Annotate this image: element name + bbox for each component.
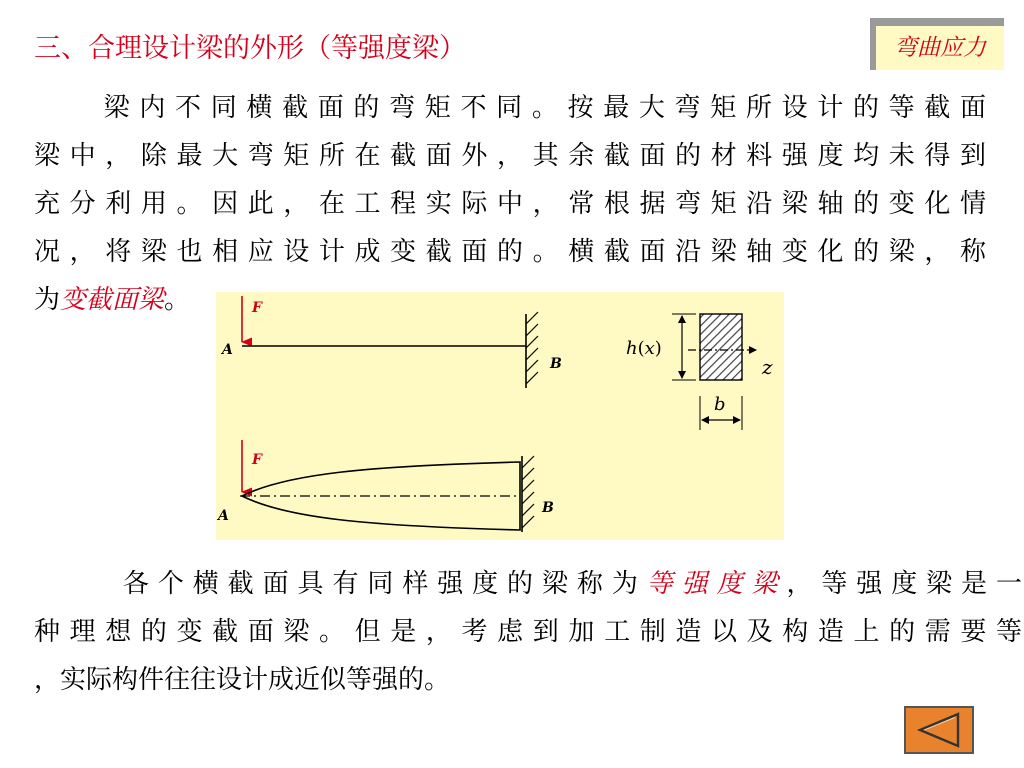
intro-line-5: 为变截面梁。 [34, 285, 191, 315]
top-beam [220, 296, 562, 388]
bottom-point-b-label: B [542, 500, 554, 516]
top-wall-hatching [526, 312, 538, 384]
previous-slide-button[interactable] [904, 706, 974, 754]
beam-diagram [216, 292, 784, 540]
intro-line-2: 梁中，除最大弯矩所在截面外，其余截面的材料强度均未得到 [34, 141, 986, 171]
cross-section-rect [700, 314, 742, 380]
bottom-wall-hatching [522, 456, 534, 528]
width-label: b [714, 394, 726, 415]
equal-strength-line-3: ，实际构件往往设计成近似等强的。 [34, 665, 451, 695]
chapter-badge [870, 18, 1004, 70]
cross-section [626, 314, 773, 430]
term-variable-section-beam: 变截面梁 [60, 285, 165, 315]
top-point-b-label: B [550, 356, 562, 372]
bottom-point-a-label: A [218, 508, 229, 524]
beam-figure [216, 292, 784, 540]
chapter-badge-label: 弯曲应力 [876, 26, 1004, 70]
z-axis-label: z [762, 355, 773, 379]
top-point-a-label: A [222, 342, 233, 358]
intro-line-3: 充分利用。因此，在工程实际中，常根据弯矩沿梁轴的变化情 [34, 189, 986, 219]
bottom-force-label: F [252, 452, 262, 468]
equal-strength-paragraph [34, 560, 1022, 704]
intro-line-1: 梁内不同横截面的弯矩不同。按最大弯矩所设计的等截面 [94, 93, 986, 123]
triangle-left-icon [906, 708, 972, 752]
intro-line-4: 况，将梁也相应设计成变截面的。横截面沿梁轴变化的梁，称 [34, 237, 986, 267]
equal-strength-line-2: 种理想的变截面梁。但是，考虑到加工制造以及构造上的需要等 [34, 617, 1022, 647]
slide-title: 三、合理设计梁的外形（等强度梁） [34, 33, 466, 64]
top-force-label: F [252, 300, 262, 316]
equal-strength-line-1: 各个横截面具有同样强度的梁称为等强度梁，等强度梁是一 [114, 569, 1022, 599]
intro-paragraph [34, 84, 986, 324]
bottom-beam [216, 440, 554, 532]
height-label: h(x) [626, 338, 662, 359]
term-equal-strength-beam: 等强度梁 [646, 569, 787, 599]
